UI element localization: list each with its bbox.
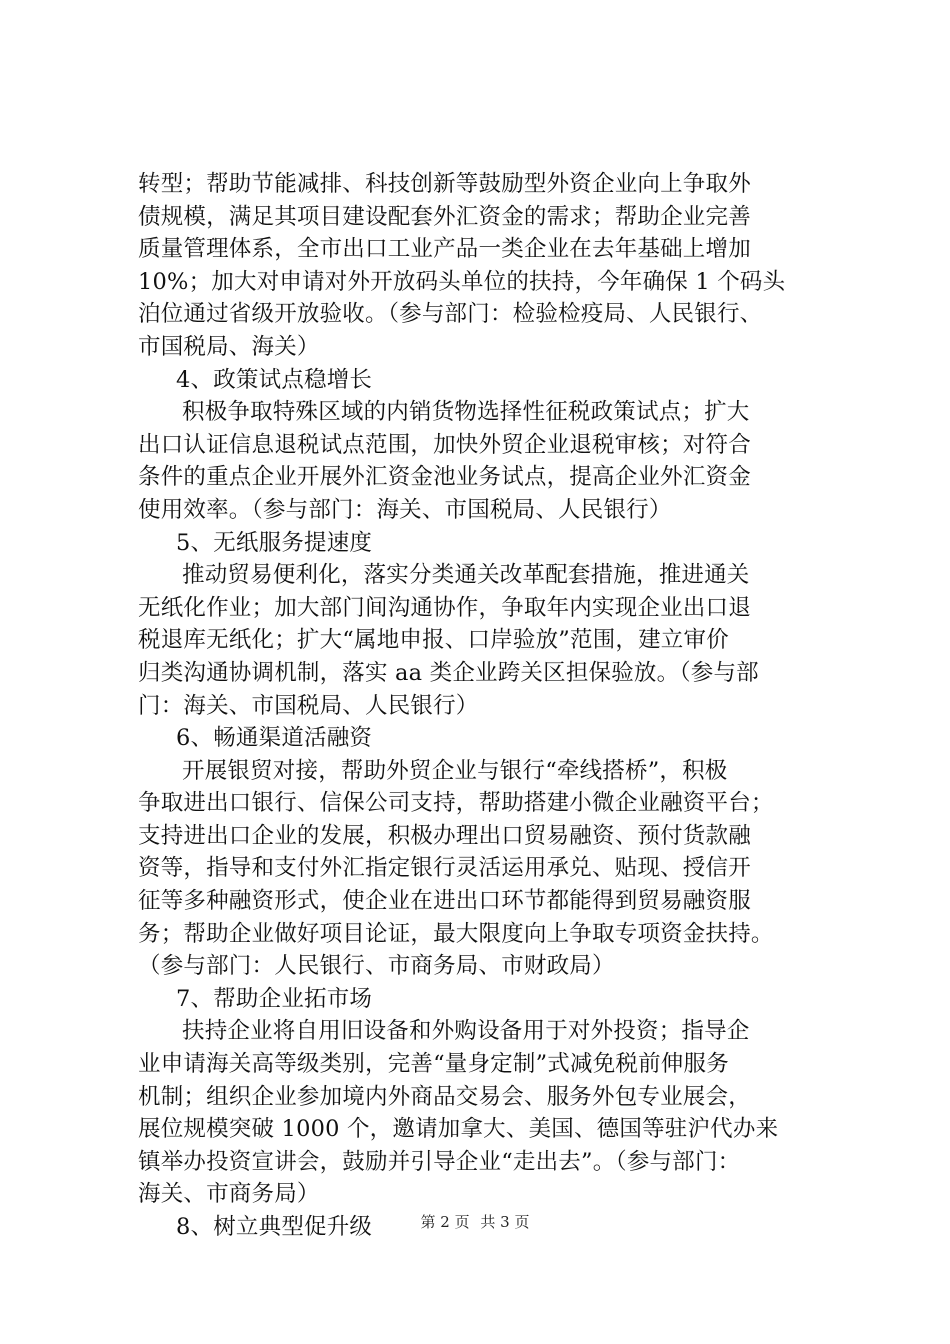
- section-heading-8: 8、树立典型促升级: [176, 1214, 373, 1240]
- text-line: 使用效率。（参与部门：海关、市国税局、人民银行）: [138, 496, 672, 523]
- section-heading-4: 4、政策试点稳增长: [176, 366, 373, 393]
- text-line: 征等多种融资形式，使企业在进出口环节都能得到贸易融资服: [138, 888, 751, 915]
- text-line: 债规模，满足其项目建设配套外汇资金的需求；帮助企业完善: [138, 203, 751, 230]
- text-line: 资等，指导和支付外汇指定银行灵活运用承兑、贴现、授信开: [138, 855, 751, 882]
- text-line: 海关、市商务局）: [138, 1181, 320, 1208]
- text-line: 归类沟通协调机制，落实 aa 类企业跨关区担保验放。（参与部: [138, 659, 759, 686]
- text-line: 10%；加大对申请对外开放码头单位的扶持，今年确保 1 个码头: [138, 268, 786, 295]
- page-footer: [0, 1212, 950, 1232]
- text-line: 镇举办投资宣讲会，鼓励并引导企业“走出去”。（参与部门：: [138, 1148, 741, 1175]
- text-line: 展位规模突破 1000 个，邀请加拿大、美国、德国等驻沪代办来: [138, 1116, 779, 1143]
- text-line: 机制；组织企业参加境内外商品交易会、服务外包专业展会，: [138, 1083, 751, 1110]
- text-line: 无纸化作业；加大部门间沟通协作，争取年内实现企业出口退: [138, 594, 751, 621]
- text-line: 转型；帮助节能减排、科技创新等鼓励型外资企业向上争取外: [138, 171, 751, 197]
- text-line: 务；帮助企业做好项目论证，最大限度向上争取专项资金扶持。: [138, 920, 774, 947]
- text-line: 支持进出口企业的发展，积极办理出口贸易融资、预付货款融: [138, 822, 751, 849]
- section-heading-5: 5、无纸服务提速度: [176, 529, 373, 556]
- page-number: 第 2 页: [420, 1213, 470, 1231]
- text-line: 出口认证信息退税试点范围，加快外贸企业退税审核；对符合: [138, 431, 751, 458]
- paragraph-first-line: 扶持企业将自用旧设备和外购设备用于对外投资；指导企: [182, 1018, 750, 1045]
- text-line: 争取进出口银行、信保公司支持，帮助搭建小微企业融资平台；: [138, 790, 774, 817]
- page-total: 共 3 页: [480, 1213, 530, 1231]
- paragraph-first-line: 推动贸易便利化，落实分类通关改革配套措施，推进通关: [182, 562, 750, 589]
- text-line: 税退库无纸化；扩大“属地申报、口岸验放”范围，建立审价: [138, 627, 729, 654]
- section-heading-7: 7、帮助企业拓市场: [176, 985, 373, 1012]
- text-line: 泊位通过省级开放验收。（参与部门：检验检疫局、人民银行、: [138, 301, 763, 328]
- text-line: （参与部门：人民银行、市商务局、市财政局）: [138, 953, 615, 980]
- text-line: 条件的重点企业开展外汇资金池业务试点，提高企业外汇资金: [138, 464, 751, 491]
- document-body: [138, 168, 856, 1244]
- text-line: 门：海关、市国税局、人民银行）: [138, 692, 479, 719]
- text-line: 业申请海关高等级类别，完善“量身定制”式减免税前伸服务: [138, 1051, 729, 1078]
- paragraph-first-line: 开展银贸对接，帮助外贸企业与银行“牵线搭桥”，积极: [182, 757, 728, 784]
- text-line: 质量管理体系，全市出口工业产品一类企业在去年基础上增加: [138, 236, 751, 263]
- section-heading-6: 6、畅通渠道活融资: [176, 725, 373, 752]
- text-line: 市国税局、海关）: [138, 333, 320, 360]
- paragraph-first-line: 积极争取特殊区域的内销货物选择性征税政策试点；扩大: [182, 399, 750, 426]
